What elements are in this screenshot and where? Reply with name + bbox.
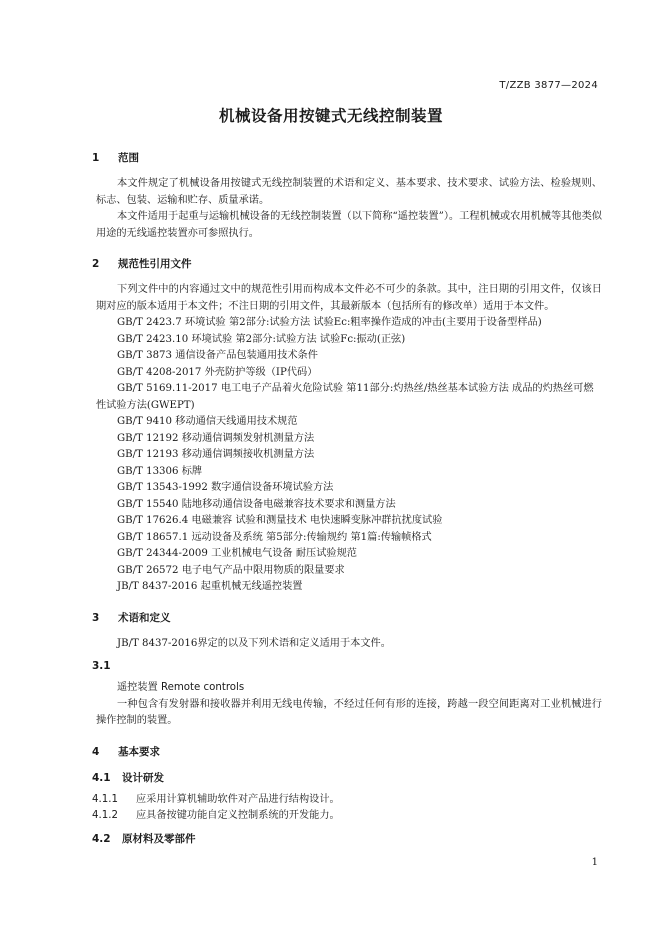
- section-title: 范围: [118, 152, 139, 164]
- section-number: 2: [92, 258, 100, 270]
- section-heading-references: [92, 256, 602, 272]
- subsection-title: 设计研发: [122, 771, 164, 784]
- clause-text: 应具备按键功能自定义控制系统的开发能力。: [136, 810, 340, 821]
- clause-text: 应采用计算机辅助软件对产品进行结构设计。: [136, 793, 340, 805]
- term-entry: 遥控装置 Remote controls: [117, 682, 245, 693]
- reference-item: GB/T 26572 电子电气产品中限用物质的限量要求: [117, 564, 345, 576]
- section-heading-scope: [92, 150, 602, 166]
- reference-item: GB/T 2423.7 环境试验 第2部分:试验方法 试验Ec:粗率操作造成的冲击(主要用于设备型样品): [117, 317, 542, 328]
- subsection-title: 原材料及零部件: [122, 832, 196, 845]
- clause-item: [92, 808, 602, 825]
- section-number: 4: [92, 745, 100, 758]
- subsection-heading: [92, 770, 602, 786]
- reference-item: GB/T 17626.4 电磁兼容 试验和测量技术 电快速瞬变脉冲群抗扰度试验: [117, 515, 443, 526]
- section-number: 1: [92, 152, 100, 164]
- reference-item: GB/T 4208-2017 外壳防护等级（IP代码）: [117, 366, 318, 378]
- subsection-number: 4.1: [92, 771, 111, 784]
- reference-item: GB/T 24344-2009 工业机械电气设备 耐压试验规范: [117, 548, 357, 559]
- section-heading-terms: [92, 610, 602, 626]
- clause-number: 4.1.2: [92, 810, 118, 821]
- subsection-number: 3.1: [92, 660, 111, 672]
- standard-code: T/ZZB 3877—2024: [499, 80, 598, 91]
- clause-number: 4.1.1: [92, 793, 118, 805]
- paragraph: 本文件适用于起重与运输机械设备的无线控制装置（以下简称“遥控装置”）。工程机械或农用机械等其他类似用途的无线遥控装置亦可参照执行。: [96, 211, 602, 239]
- document-title: 机械设备用按键式无线控制装置: [218, 107, 443, 125]
- page-number: 1: [591, 857, 598, 868]
- section-number: 3: [92, 611, 100, 624]
- section-heading-basic-requirements: [92, 744, 602, 760]
- section-title: 基本要求: [118, 745, 160, 758]
- paragraph: 下列文件中的内容通过文中的规范性引用而构成本文件必不可少的条款。其中，注日期的引用文件，仅该日期对应的版本适用于本文件；不注日期的引用文件，其最新版本（包括所有的修改单）适用于本文件。: [96, 284, 602, 312]
- reference-item: GB/T 15540 陆地移动通信设备电磁兼容技术要求和测量方法: [117, 498, 396, 510]
- subsection-number: 4.2: [92, 832, 111, 845]
- term-definition: 一种包含有发射器和接收器并利用无线电传输，不经过任何有形的连接，跨越一段空间距离对工业机械进行操作控制的装置。: [96, 698, 602, 726]
- reference-item: GB/T 13306 标牌: [117, 465, 203, 477]
- reference-item: GB/T 5169.11-2017 电工电子产品着火危险试验 第11部分:灼热丝/热丝基本试验方法 成品的灼热丝可燃性试验方法(GWEPT): [96, 383, 594, 411]
- reference-item: GB/T 12192 移动通信调频发射机测量方法: [117, 432, 315, 444]
- paragraph: JB/T 8437-2016界定的以及下列术语和定义适用于本文件。: [117, 637, 391, 649]
- paragraph: 本文件规定了机械设备用按键式无线控制装置的术语和定义、基本要求、技术要求、试验方法、检验规则、标志、包装、运输和贮存、质量承诺。: [96, 178, 602, 206]
- reference-item: GB/T 13543-1992 数字通信设备环境试验方法: [117, 482, 334, 493]
- reference-item: JB/T 8437-2016 起重机械无线遥控装置: [117, 581, 303, 592]
- reference-item: GB/T 12193 移动通信调频接收机测量方法: [117, 449, 315, 460]
- reference-item: GB/T 2423.10 环境试验 第2部分:试验方法 试验Fc:振动(正弦): [117, 333, 406, 345]
- document-body: [92, 150, 602, 847]
- reference-item: GB/T 3873 通信设备产品包装通用技术条件: [117, 350, 318, 361]
- section-title: 术语和定义: [118, 611, 171, 624]
- subsection-heading: [92, 831, 602, 847]
- reference-item: GB/T 9410 移动通信天线通用技术规范: [117, 416, 298, 427]
- section-title: 规范性引用文件: [118, 258, 192, 270]
- subsection-heading: [92, 658, 602, 674]
- clause-item: [92, 792, 602, 809]
- reference-item: GB/T 18657.1 远动设备及系统 第5部分:传输规约 第1篇:传输帧格式: [117, 531, 432, 543]
